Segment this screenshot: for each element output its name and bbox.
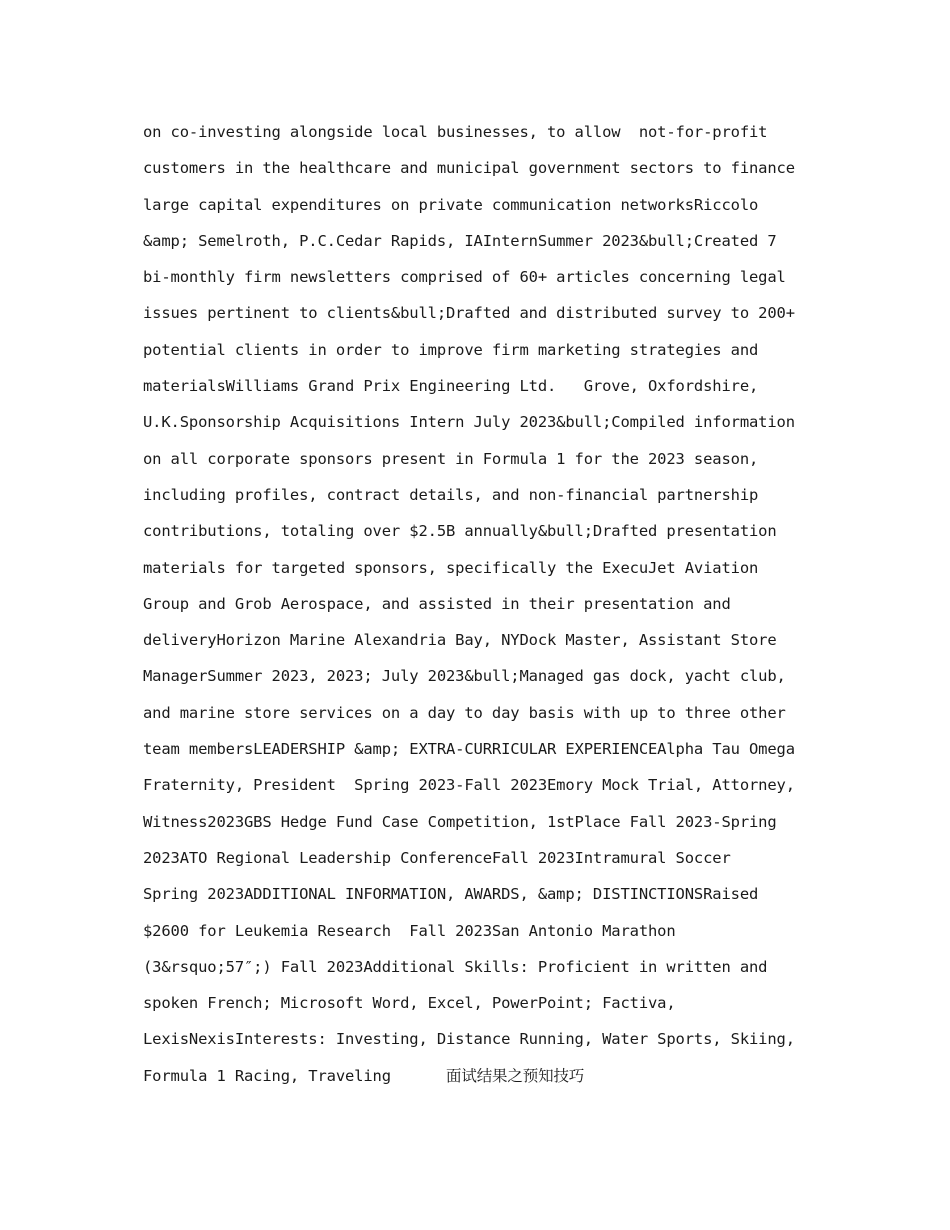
text-line: potential clients in order to improve firm marketing strategies and [143, 340, 759, 359]
text-line: bi-monthly firm newsletters comprised of 60+ articles concerning legal [143, 268, 786, 287]
text-line: large capital expenditures on private communication networksRiccolo [143, 195, 759, 214]
text-line: on all corporate sponsors present in Formula 1 for the 2023 season, [143, 449, 759, 468]
text-line: ManagerSummer 2023, 2023; July 2023&bull;Managed gas dock, yacht club, [143, 667, 786, 686]
text-line: U.K.Sponsorship Acquisitions Intern July 2023&bull;Compiled information [143, 413, 795, 432]
text-line: (3&rsquo;57″;) Fall 2023Additional Skills: Proficient in written and [143, 957, 768, 976]
text-line: issues pertinent to clients&bull;Drafted and distributed survey to 200+ [143, 304, 795, 323]
text-line: materialsWilliams Grand Prix Engineering Ltd. Grove, Oxfordshire, [143, 377, 759, 396]
text-line: and marine store services on a day to day basis with up to three other [143, 703, 786, 722]
text-line: 2023ATO Regional Leadership ConferenceFall 2023Intramural Soccer [143, 848, 731, 867]
text-line: contributions, totaling over $2.5B annually&bull;Drafted presentation [143, 522, 777, 541]
text-line: &amp; Semelroth, P.C.Cedar Rapids, IAInternSummer 2023&bull;Created 7 [143, 231, 777, 250]
text-line: deliveryHorizon Marine Alexandria Bay, NYDock Master, Assistant Store [143, 631, 777, 650]
text-line: Fraternity, President Spring 2023-Fall 2023Emory Mock Trial, Attorney, [143, 776, 795, 795]
text-line: Group and Grob Aerospace, and assisted in their presentation and [143, 594, 731, 613]
text-line: Spring 2023ADDITIONAL INFORMATION, AWARDS, &amp; DISTINCTIONSRaised [143, 885, 759, 904]
trailing-title: 面试结果之预知技巧 [446, 1066, 585, 1085]
text-line: on co-investing alongside local businesses, to allow not-for-profit [143, 123, 768, 141]
text-line: spoken French; Microsoft Word, Excel, PowerPoint; Factiva, [143, 994, 676, 1013]
text-line: customers in the healthcare and municipal government sectors to finance [143, 159, 795, 178]
text-line: team membersLEADERSHIP &amp; EXTRA-CURRICULAR EXPERIENCEAlpha Tau Omega [143, 740, 795, 759]
text-line-last-latin: Formula 1 Racing, Traveling [143, 1066, 446, 1085]
body-text [143, 114, 823, 1094]
text-line: materials for targeted sponsors, specifically the ExecuJet Aviation [143, 558, 759, 577]
text-line: LexisNexisInterests: Investing, Distance Running, Water Sports, Skiing, [143, 1030, 795, 1049]
text-line: Witness2023GBS Hedge Fund Case Competition, 1stPlace Fall 2023-Spring [143, 812, 777, 831]
text-line-last [143, 1058, 823, 1094]
text-line: $2600 for Leukemia Research Fall 2023San Antonio Marathon [143, 921, 676, 940]
text-line: including profiles, contract details, and non-financial partnership [143, 485, 759, 504]
